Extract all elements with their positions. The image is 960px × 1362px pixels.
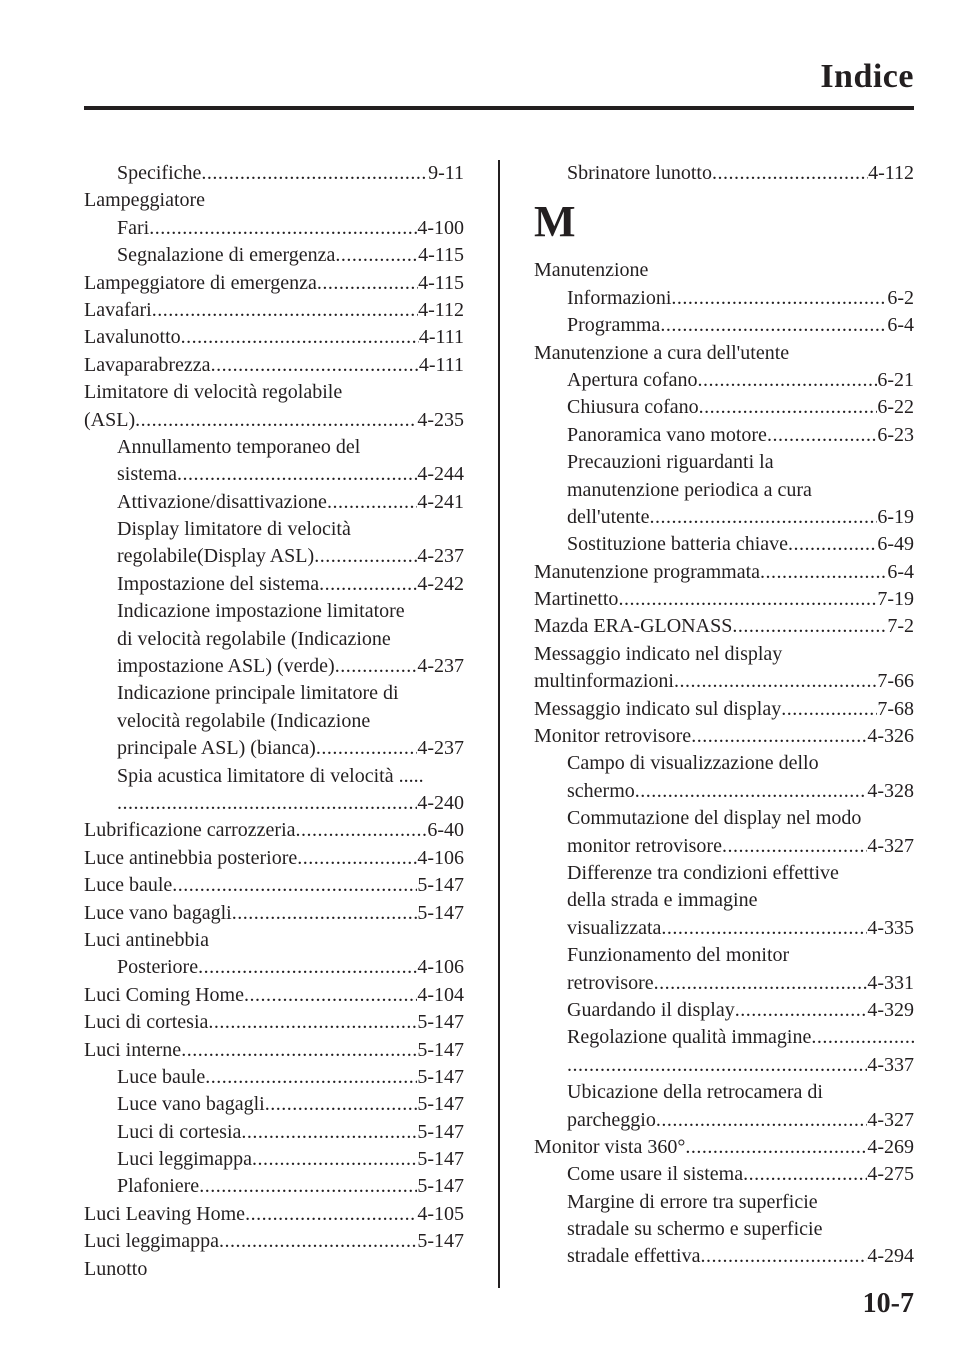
page-reference: 5-147 [417, 1175, 464, 1198]
dot-leader [661, 915, 867, 942]
page-reference: 7-19 [877, 588, 914, 611]
page-reference: 6-22 [877, 396, 914, 419]
entry-text: Luci antinebbia [84, 928, 209, 951]
entry-text: Manutenzione programmata [534, 560, 761, 583]
entry-text: Lubrificazione carrozzeria [84, 819, 296, 842]
entry-text: visualizzata [567, 916, 662, 939]
page-reference: 6-4 [887, 314, 914, 337]
dot-leader [177, 461, 417, 488]
page-reference: 7-68 [877, 697, 914, 720]
entry-text: Posteriore [117, 956, 199, 979]
index-entry [534, 696, 914, 723]
index-subentry [534, 394, 914, 421]
column-divider [498, 160, 500, 1288]
dot-leader [712, 160, 868, 187]
page-reference: 4-331 [867, 971, 914, 994]
index-subentry [84, 1146, 464, 1173]
index-entry [84, 817, 464, 844]
dot-leader [767, 422, 877, 449]
index-subentry [84, 1119, 464, 1146]
entry-text: Messaggio indicato nel display [534, 642, 783, 665]
dot-leader [698, 367, 878, 394]
page-reference: 4-241 [417, 490, 464, 513]
entry-text: Funzionamento del monitor [567, 944, 790, 967]
index-entry [84, 1256, 464, 1283]
entry-text: Luce vano bagagli [84, 901, 232, 924]
entry-text: Monitor retrovisore [534, 725, 692, 748]
page-reference: 6-4 [887, 560, 914, 583]
index-entry [84, 982, 464, 1009]
dot-leader [760, 559, 887, 586]
page-reference: 5-147 [417, 1230, 464, 1253]
page-reference: 4-327 [867, 834, 914, 857]
entry-text: Luci leggimappa [84, 1230, 219, 1253]
index-entry [534, 668, 914, 695]
page-reference: 6-40 [427, 819, 464, 842]
page-reference: 4-106 [417, 956, 464, 979]
index-entry [84, 187, 464, 214]
entry-text: Fari [117, 216, 150, 239]
page-reference: 4-237 [417, 545, 464, 568]
index-entry [84, 900, 464, 927]
entry-text: Ubicazione della retrocamera di [567, 1081, 823, 1104]
dot-leader [117, 790, 417, 817]
index-subentry [534, 1161, 914, 1188]
entry-text: multinformazioni [534, 670, 674, 693]
entry-text: Luci interne [84, 1038, 182, 1061]
entry-text: Luce baule [84, 874, 173, 897]
index-subentry [534, 1216, 914, 1243]
index-column-left [84, 160, 464, 1283]
index-subentry [84, 790, 464, 817]
dot-leader [172, 872, 417, 899]
index-subentry [84, 543, 464, 570]
entry-text: Lavafari [84, 298, 152, 321]
entry-text: regolabile(Display ASL) [117, 545, 315, 568]
page-reference: 5-147 [417, 1038, 464, 1061]
dot-leader [199, 1173, 417, 1200]
index-subentry [84, 653, 464, 680]
index-subentry [534, 887, 914, 914]
entry-text: Sbrinatore lunotto [567, 162, 712, 184]
page-reference: 5-147 [417, 874, 464, 897]
entry-text: Martinetto [534, 588, 619, 611]
index-subentry [534, 997, 914, 1024]
page-reference: 4-326 [867, 725, 914, 748]
index-entry [84, 407, 464, 434]
entry-text: Luci leggimappa [117, 1148, 252, 1171]
entry-text: dell'utente [567, 505, 650, 528]
entry-text: Mazda ERA-GLONASS [534, 615, 733, 638]
index-entry [84, 1201, 464, 1228]
dot-leader [181, 1037, 417, 1064]
entry-text: Specifiche [117, 162, 202, 184]
page-reference: 6-19 [877, 505, 914, 528]
index-subentry [84, 708, 464, 735]
index-subentry [534, 160, 914, 187]
index-entry [534, 559, 914, 586]
entry-text: (ASL) [84, 408, 136, 431]
index-subentry [84, 680, 464, 707]
dot-leader [674, 668, 877, 695]
page-reference: 5-147 [417, 1011, 464, 1034]
dot-leader [788, 531, 877, 558]
dot-leader [181, 324, 419, 351]
page-reference: 9-11 [428, 162, 464, 184]
index-subentry [84, 434, 464, 461]
entry-text: schermo [567, 779, 635, 802]
dot-leader [671, 285, 887, 312]
dot-leader [327, 489, 417, 516]
entry-text: Regolazione qualità immagine [567, 1026, 812, 1049]
entry-text: Luci Leaving Home [84, 1202, 246, 1225]
entry-text: Margine di errore tra superficie [567, 1190, 818, 1213]
index-entry [84, 352, 464, 379]
page-reference: 4-115 [418, 244, 464, 267]
dot-leader [244, 982, 417, 1009]
dot-leader [152, 297, 418, 324]
entry-text: Limitatore di velocità regolabile [84, 381, 343, 404]
page-reference: 4-106 [417, 846, 464, 869]
dot-leader [618, 586, 877, 613]
page-reference: 4-244 [417, 463, 464, 486]
index-entry [534, 257, 914, 284]
entry-text: Panoramica vano motore [567, 423, 767, 446]
dot-leader [319, 571, 417, 598]
dot-leader [205, 1064, 417, 1091]
dot-leader [245, 1201, 417, 1228]
page-reference: 4-294 [867, 1245, 914, 1268]
entry-text: Indicazione principale limitatore di [117, 682, 399, 705]
entry-text: della strada e immagine [567, 889, 758, 912]
index-subentry [534, 860, 914, 887]
entry-text: manutenzione periodica a cura [567, 478, 812, 501]
index-entry [534, 586, 914, 613]
entry-text: Differenze tra condizioni effettive [567, 861, 839, 884]
dot-leader [691, 723, 867, 750]
index-entry [84, 270, 464, 297]
index-entry [84, 872, 464, 899]
page-reference: 5-147 [417, 1120, 464, 1143]
page-reference: 5-147 [417, 1148, 464, 1171]
page-reference: 4-240 [417, 791, 464, 814]
index-subentry [534, 1024, 914, 1051]
index-subentry [534, 750, 914, 777]
page-reference: 6-2 [887, 286, 914, 309]
entry-text: Lampeggiatore di emergenza [84, 271, 317, 294]
entry-text: Programma [567, 314, 661, 337]
entry-text: Lavalunotto [84, 326, 181, 349]
dot-leader [208, 1009, 417, 1036]
page-reference: 4-237 [417, 737, 464, 760]
dot-leader [656, 1107, 867, 1134]
entry-text: Lunotto [84, 1257, 148, 1280]
index-subentry [534, 1052, 914, 1079]
entry-text: stradale effettiva [567, 1245, 701, 1268]
entry-text: Luce baule [117, 1065, 206, 1088]
entry-text: Commutazione del display nel modo [567, 807, 862, 830]
index-entry [534, 1134, 914, 1161]
index-subentry [84, 1064, 464, 1091]
index-group-continued [534, 160, 914, 187]
page-reference: 4-337 [867, 1053, 914, 1076]
dot-leader [700, 1243, 867, 1270]
page-reference: 5-147 [417, 901, 464, 924]
dot-leader [654, 970, 868, 997]
entry-text: stradale su schermo e superficie [567, 1218, 823, 1241]
dot-leader [297, 845, 417, 872]
section-letter: M [534, 197, 576, 247]
entry-text: Luce antinebbia posteriore [84, 846, 298, 869]
dot-leader [743, 1161, 867, 1188]
index-subentry [84, 242, 464, 269]
page-reference: 4-328 [867, 779, 914, 802]
dot-leader [149, 215, 417, 242]
index-subentry [84, 1173, 464, 1200]
entry-text: monitor retrovisore [567, 834, 722, 857]
entry-text: Spia acustica limitatore di velocità ..... [117, 764, 424, 787]
entry-text: Chiusura cofano [567, 396, 699, 419]
index-subentry [534, 449, 914, 476]
index-subentry [84, 735, 464, 762]
page-reference: 4-242 [417, 572, 464, 595]
index-subentry [534, 312, 914, 339]
entry-text: impostazione ASL) (verde) [117, 655, 335, 678]
entry-text: Guardando il display [567, 998, 735, 1021]
page-reference: 7-2 [887, 615, 914, 638]
page-reference: 4-335 [867, 916, 914, 939]
entry-text: Lampeggiatore [84, 189, 206, 212]
index-subentry [534, 778, 914, 805]
dot-leader [699, 394, 878, 421]
index-column-right [534, 160, 914, 1271]
index-entry [84, 1009, 464, 1036]
dot-leader [732, 613, 887, 640]
dot-leader [335, 653, 418, 680]
index-subentry [534, 970, 914, 997]
entry-text: velocità regolabile (Indicazione [117, 709, 371, 732]
dot-leader [811, 1024, 914, 1051]
index-entry [534, 723, 914, 750]
index-subentry [534, 833, 914, 860]
index-subentry [84, 598, 464, 625]
index-entry [534, 641, 914, 668]
dot-leader [135, 407, 417, 434]
dot-leader [241, 1119, 417, 1146]
dot-leader [219, 1228, 417, 1255]
index-entry [84, 927, 464, 954]
index-group-m [534, 257, 914, 1270]
entry-text: Lavaparabrezza [84, 353, 211, 376]
dot-leader [316, 735, 418, 762]
page-reference: 4-275 [867, 1163, 914, 1186]
page-reference: 4-329 [867, 998, 914, 1021]
page-reference: 5-147 [417, 1065, 464, 1088]
index-subentry [534, 422, 914, 449]
page-reference: 4-115 [418, 271, 464, 294]
entry-text: Informazioni [567, 286, 672, 309]
entry-text: Annullamento temporaneo del [117, 435, 361, 458]
index-subentry [84, 516, 464, 543]
entry-text: Luci di cortesia [84, 1011, 209, 1034]
dot-leader [296, 817, 428, 844]
index-subentry [534, 942, 914, 969]
page-reference: 7-66 [877, 670, 914, 693]
index-subentry [534, 1107, 914, 1134]
page-reference: 4-111 [418, 326, 464, 349]
entry-text: Indicazione impostazione limitatore [117, 600, 405, 623]
entry-text: Campo di visualizzazione dello [567, 752, 819, 775]
page-reference: 6-49 [877, 533, 914, 556]
dot-leader [314, 543, 417, 570]
page-reference: 4-112 [418, 298, 464, 321]
entry-text: Sostituzione batteria chiave [567, 533, 789, 556]
index-entry [84, 297, 464, 324]
entry-text: Manutenzione [534, 259, 649, 282]
dot-leader [232, 900, 418, 927]
index-subentry [84, 763, 464, 790]
entry-text: Attivazione/disattivazione [117, 490, 327, 513]
dot-leader [781, 696, 877, 723]
dot-leader [635, 778, 868, 805]
index-subentry [84, 571, 464, 598]
entry-text: principale ASL) (bianca) [117, 737, 316, 760]
index-entry [534, 613, 914, 640]
index-subentry [534, 1243, 914, 1270]
entry-text: Luci di cortesia [117, 1120, 242, 1143]
index-subentry [84, 461, 464, 488]
dot-leader [567, 1052, 867, 1079]
entry-text: sistema [117, 463, 177, 486]
dot-leader [317, 270, 418, 297]
page-reference: 4-112 [868, 162, 914, 184]
index-subentry [534, 531, 914, 558]
entry-text: Come usare il sistema [567, 1163, 744, 1186]
index-entry [84, 379, 464, 406]
page-reference: 4-105 [417, 1202, 464, 1225]
page-title: Indice [820, 58, 914, 95]
entry-text: Precauzioni riguardanti la [567, 451, 774, 474]
index-subentry [534, 285, 914, 312]
index-subentry [84, 626, 464, 653]
entry-text: parcheggio [567, 1108, 656, 1131]
index-subentry [534, 915, 914, 942]
dot-leader [211, 352, 419, 379]
dot-leader [649, 504, 877, 531]
dot-leader [201, 160, 428, 187]
index-subentry [84, 1091, 464, 1118]
page-reference: 4-235 [417, 408, 464, 431]
entry-text: Messaggio indicato sul display [534, 697, 782, 720]
index-subentry [534, 504, 914, 531]
entry-text: di velocità regolabile (Indicazione [117, 627, 391, 650]
dot-leader [252, 1146, 417, 1173]
entry-text: Apertura cofano [567, 368, 698, 391]
index-subentry [84, 160, 464, 187]
dot-leader [685, 1134, 867, 1161]
index-subentry [534, 367, 914, 394]
index-subentry [84, 215, 464, 242]
index-subentry [534, 805, 914, 832]
page-reference: 4-111 [418, 353, 464, 376]
entry-text: Manutenzione a cura dell'utente [534, 341, 790, 364]
entry-text: Plafoniere [117, 1175, 200, 1198]
index-entry [84, 845, 464, 872]
page-reference: 4-237 [417, 655, 464, 678]
page-reference: 4-104 [417, 983, 464, 1006]
page-reference: 4-327 [867, 1108, 914, 1131]
dot-leader [735, 997, 868, 1024]
page-reference: 4-269 [867, 1135, 914, 1158]
entry-text: retrovisore [567, 971, 654, 994]
entry-text: Luci Coming Home [84, 983, 244, 1006]
header-rule [84, 106, 914, 110]
page-reference: 5-147 [417, 1093, 464, 1116]
index-entry [84, 1228, 464, 1255]
index-subentry [84, 954, 464, 981]
index-subentry [84, 489, 464, 516]
dot-leader [722, 833, 867, 860]
dot-leader [198, 954, 417, 981]
page-reference: 6-21 [877, 368, 914, 391]
entry-text: Luce vano bagagli [117, 1093, 265, 1116]
entry-text: Display limitatore di velocità [117, 518, 351, 541]
page-reference: 4-100 [417, 216, 464, 239]
index-subentry [534, 1079, 914, 1106]
index-subentry [534, 1189, 914, 1216]
entry-text: Monitor vista 360° [534, 1135, 686, 1158]
dot-leader [335, 242, 418, 269]
page-reference: 6-23 [877, 423, 914, 446]
index-entry [84, 1037, 464, 1064]
dot-leader [660, 312, 887, 339]
dot-leader [265, 1091, 418, 1118]
index-entry [84, 324, 464, 351]
entry-text: Impostazione del sistema [117, 572, 320, 595]
entry-text: Segnalazione di emergenza [117, 244, 336, 267]
page-number: 10-7 [862, 1288, 914, 1319]
index-subentry [534, 477, 914, 504]
index-entry [534, 340, 914, 367]
